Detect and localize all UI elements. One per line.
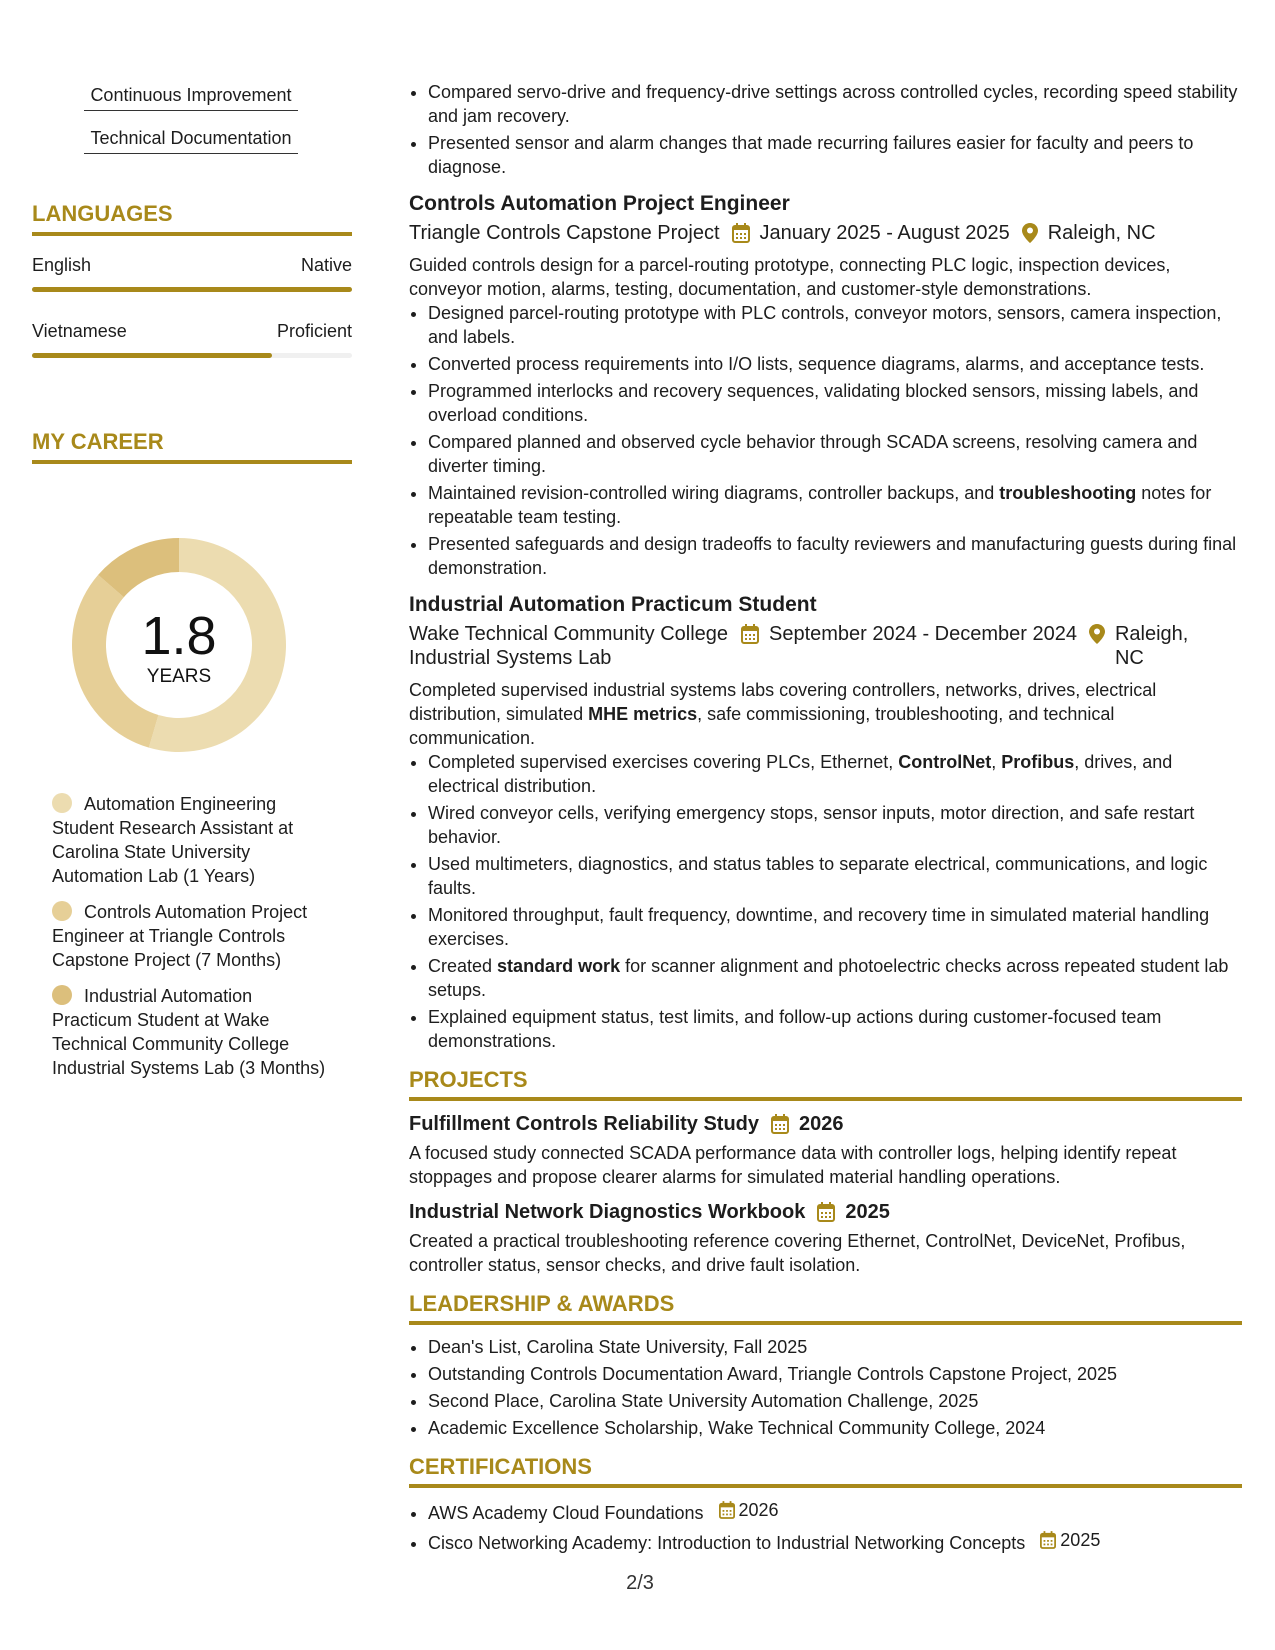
- list-item: • Compared servo-drive and frequency-drive settings across controlled cycles, recording speed stability and jam recovery.: [428, 80, 1242, 128]
- career-heading: MY CAREER: [32, 429, 352, 464]
- list-item: • Wired conveyor cells, verifying emergency stops, sensor inputs, motor direction, and safe restart behavior.: [428, 801, 1242, 849]
- legend-dot-icon: [52, 985, 72, 1005]
- sidebar: [32, 0, 352, 1650]
- list-item: • Converted process requirements into I/O lists, sequence diagrams, alarms, and acceptance tests.: [428, 352, 1242, 376]
- project-entry: [409, 1199, 1242, 1277]
- certifications-heading: CERTIFICATIONS: [409, 1454, 1242, 1488]
- job-location: Raleigh, NC: [1022, 221, 1156, 245]
- job-dates: January 2025 - August 2025: [732, 221, 1010, 245]
- legend-dot-icon: [52, 901, 72, 921]
- list-item: • Programmed interlocks and recovery sequences, validating blocked sensors, missing labels, and overload conditions.: [428, 379, 1242, 427]
- projects-heading: PROJECTS: [409, 1067, 1242, 1101]
- list-item: • Academic Excellence Scholarship, Wake Technical Community College, 2024: [428, 1416, 1242, 1440]
- certifications-list: [428, 1498, 1242, 1555]
- awards-heading: LEADERSHIP & AWARDS: [409, 1291, 1242, 1325]
- awards-list: [428, 1335, 1242, 1440]
- list-item: • Monitored throughput, fault frequency, downtime, and recovery time in simulated material handling exercises.: [428, 903, 1242, 951]
- career-unit: YEARS: [146, 666, 212, 687]
- list-item: • Designed parcel-routing prototype with PLC controls, conveyor motors, sensors, camera inspection, and labels.: [428, 301, 1242, 349]
- list-item: • Second Place, Carolina State University Automation Challenge, 2025: [428, 1389, 1242, 1413]
- career-legend-item: Automation Engineering Student Research Assistant at Carolina State University Automation Lab (1 Years): [52, 794, 294, 886]
- calendar-icon: [1040, 1531, 1056, 1549]
- list-item: • Created standard work for scanner alignment and photoelectric checks across repeated student lab setups.: [428, 954, 1242, 1002]
- language-bar: [32, 287, 352, 292]
- job-org: Wake Technical Community College Industrial Systems Lab: [409, 623, 729, 669]
- project-title: Fulfillment Controls Reliability Study 2026: [409, 1113, 844, 1135]
- languages-heading: LANGUAGES: [32, 201, 352, 236]
- calendar-icon: [771, 1114, 789, 1134]
- list-item: • Compared planned and observed cycle behavior through SCADA screens, resolving camera and diverter timing.: [428, 430, 1242, 478]
- list-item: • Dean's List, Carolina State University, Fall 2025: [428, 1335, 1242, 1359]
- career-legend-item: Controls Automation Project Engineer at Triangle Controls Capstone Project (7 Months): [52, 902, 308, 970]
- project-date: 2025: [845, 1201, 890, 1223]
- job-entry: [409, 591, 1242, 1053]
- list-item: • AWS Academy Cloud Foundations 2026: [428, 1498, 1242, 1525]
- map-pin-icon: [1022, 223, 1038, 243]
- calendar-icon: [732, 223, 750, 243]
- list-item: • Maintained revision-controlled wiring diagrams, controller backups, and troubleshooting notes for repeatable team testing.: [428, 481, 1242, 529]
- map-pin-icon: [1089, 624, 1105, 644]
- skill-tag: Continuous Improvement: [84, 84, 298, 111]
- language-bar-fill: [32, 287, 352, 292]
- job-bullets: [428, 750, 1242, 1053]
- job-location: Raleigh, NC: [1089, 622, 1199, 670]
- job-meta: [409, 622, 1242, 670]
- calendar-icon: [719, 1501, 735, 1519]
- job-title: Controls Automation Project Engineer: [409, 192, 790, 215]
- career-legend-item: Industrial Automation Practicum Student at Wake Technical Community College Industrial Systems Lab (3 Months): [52, 986, 326, 1078]
- prev-job-bullets: [428, 80, 1242, 179]
- language-name: Vietnamese: [32, 321, 127, 341]
- calendar-icon: [741, 624, 759, 644]
- list-item: • Presented sensor and alarm changes that made recurring failures easier for faculty and peers to diagnose.: [428, 131, 1242, 179]
- job-summary: Completed supervised industrial systems labs covering controllers, networks, drives, electrical distribution, simulated MHE metrics, safe commissioning, troubleshooting, and technical communication.: [409, 680, 1157, 748]
- list-item: • Explained equipment status, test limits, and follow-up actions during customer-focused team demonstrations.: [428, 1005, 1242, 1053]
- project-desc: Created a practical troubleshooting reference covering Ethernet, ControlNet, DeviceNet, Profibus, controller status, sensor checks, and drive fault isolation.: [409, 1231, 1186, 1275]
- language-level: Proficient: [276, 321, 352, 341]
- project-entry: [409, 1111, 1242, 1189]
- list-item: • Outstanding Controls Documentation Award, Triangle Controls Capstone Project, 2025: [428, 1362, 1242, 1386]
- page-number: 2/3: [626, 1572, 654, 1594]
- legend-dot-icon: [52, 793, 72, 813]
- main-content: [409, 80, 1242, 1558]
- list-item: • Presented safeguards and design tradeoffs to faculty reviewers and manufacturing guests during final demonstration.: [428, 532, 1242, 580]
- career-legend: [52, 792, 337, 1092]
- job-bullets: [428, 301, 1242, 580]
- job-title: Industrial Automation Practicum Student: [409, 593, 817, 616]
- job-meta: [409, 221, 1242, 245]
- list-item: • Cisco Networking Academy: Introduction to Industrial Networking Concepts 2025: [428, 1528, 1242, 1555]
- list-item: • Completed supervised exercises covering PLCs, Ethernet, ControlNet, Profibus, drives, and electrical distribution.: [428, 750, 1242, 798]
- career-total: 1.8: [141, 606, 217, 666]
- language-bar: [32, 353, 352, 358]
- job-dates: September 2024 - December 2024: [741, 622, 1077, 646]
- job-entry: [409, 190, 1242, 580]
- job-org: Triangle Controls Capstone Project: [409, 222, 720, 244]
- list-item: • Used multimeters, diagnostics, and status tables to separate electrical, communications, and logic faults.: [428, 852, 1242, 900]
- language-vietnamese: [32, 320, 352, 358]
- calendar-icon: [817, 1202, 835, 1222]
- language-english: [32, 254, 352, 292]
- language-name: English: [32, 255, 92, 275]
- career-donut-chart: [66, 532, 292, 758]
- skill-tag: Technical Documentation: [84, 127, 298, 154]
- job-summary: Guided controls design for a parcel-routing prototype, connecting PLC logic, inspection devices, conveyor motion, alarms, testing, documentation, and customer-style demonstrations.: [409, 255, 1171, 299]
- cert-date: 2025: [1040, 1528, 1100, 1552]
- project-date: 2026: [799, 1113, 844, 1135]
- cert-date: 2026: [719, 1498, 779, 1522]
- project-title: Industrial Network Diagnostics Workbook 2025: [409, 1201, 890, 1223]
- project-desc: A focused study connected SCADA performance data with controller logs, helping identify repeat stoppages and propose clearer alarms for simulated material handling operations.: [409, 1143, 1177, 1187]
- language-level: Native: [300, 255, 352, 275]
- language-bar-fill: [32, 353, 272, 358]
